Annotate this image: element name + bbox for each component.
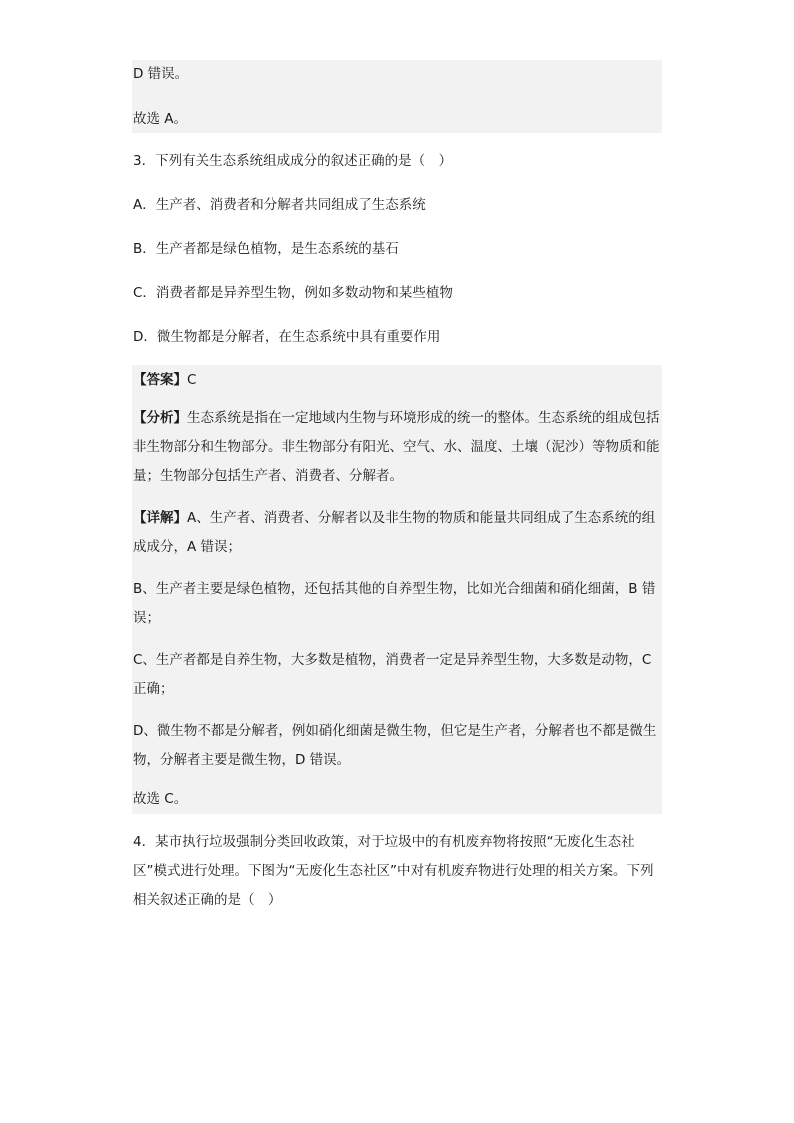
previous-detail-d: D 错误。 [133, 66, 189, 82]
answer-line [132, 369, 662, 391]
question-3-option-a: A．生产者、消费者和分解者共同组成了生态系统 [133, 197, 426, 213]
analysis-label: 【分析】 [133, 410, 187, 426]
document-page [132, 60, 662, 915]
question-3-answer-block [132, 365, 662, 814]
detail-paragraph-d: D、微生物不都是分解者，例如硝化细菌是微生物，但它是生产者，分解者也不都是微生物，分解者主要是微生物，D 错误。 [133, 723, 657, 768]
analysis-paragraph [132, 404, 662, 491]
question-3-option-c: C．消费者都是异养型生物，例如多数动物和某些植物 [133, 285, 453, 301]
detail-text-a: A、生产者、消费者、分解者以及非生物的物质和能量共同组成了生态系统的组成成分，A 错误； [133, 510, 656, 555]
previous-conclusion: 故选 A。 [133, 111, 188, 127]
question-3-option-b: B．生产者都是绿色植物，是生态系统的基石 [133, 241, 399, 257]
question-3-option-d: D．微生物都是分解者，在生态系统中具有重要作用 [133, 329, 441, 345]
question-3-conclusion: 故选 C。 [133, 791, 188, 807]
detail-paragraph-b: B、生产者主要是绿色植物，还包括其他的自养型生物，比如光合细菌和硝化细菌，B 错误； [133, 581, 656, 626]
previous-answer-block [132, 60, 662, 133]
answer-label: 【答案】 [133, 372, 187, 388]
question-4-stem: 4．某市执行垃圾强制分类回收政策，对于垃圾中的有机废弃物将按照“无废化生态社区”模式进行处理。下图为“无废化生态社区”中对有机废弃物进行处理的相关方案。下列相关叙述正确的是（ ） [133, 834, 654, 908]
question-3-stem: 3．下列有关生态系统组成成分的叙述正确的是（ ） [133, 153, 453, 169]
answer-value: C [187, 372, 197, 388]
detail-paragraph-c: C、生产者都是自养生物，大多数是植物，消费者一定是异养型生物，大多数是动物，C 正确； [133, 652, 652, 697]
analysis-text: 生态系统是指在一定地域内生物与环境形成的统一的整体。生态系统的组成包括非生物部分和生物部分。非生物部分有阳光、空气、水、温度、土壤（泥沙）等物质和能量；生物部分包括生产者、消费者、分解者。 [133, 410, 660, 484]
detail-label: 【详解】 [133, 510, 187, 526]
detail-paragraph-a [132, 504, 662, 562]
